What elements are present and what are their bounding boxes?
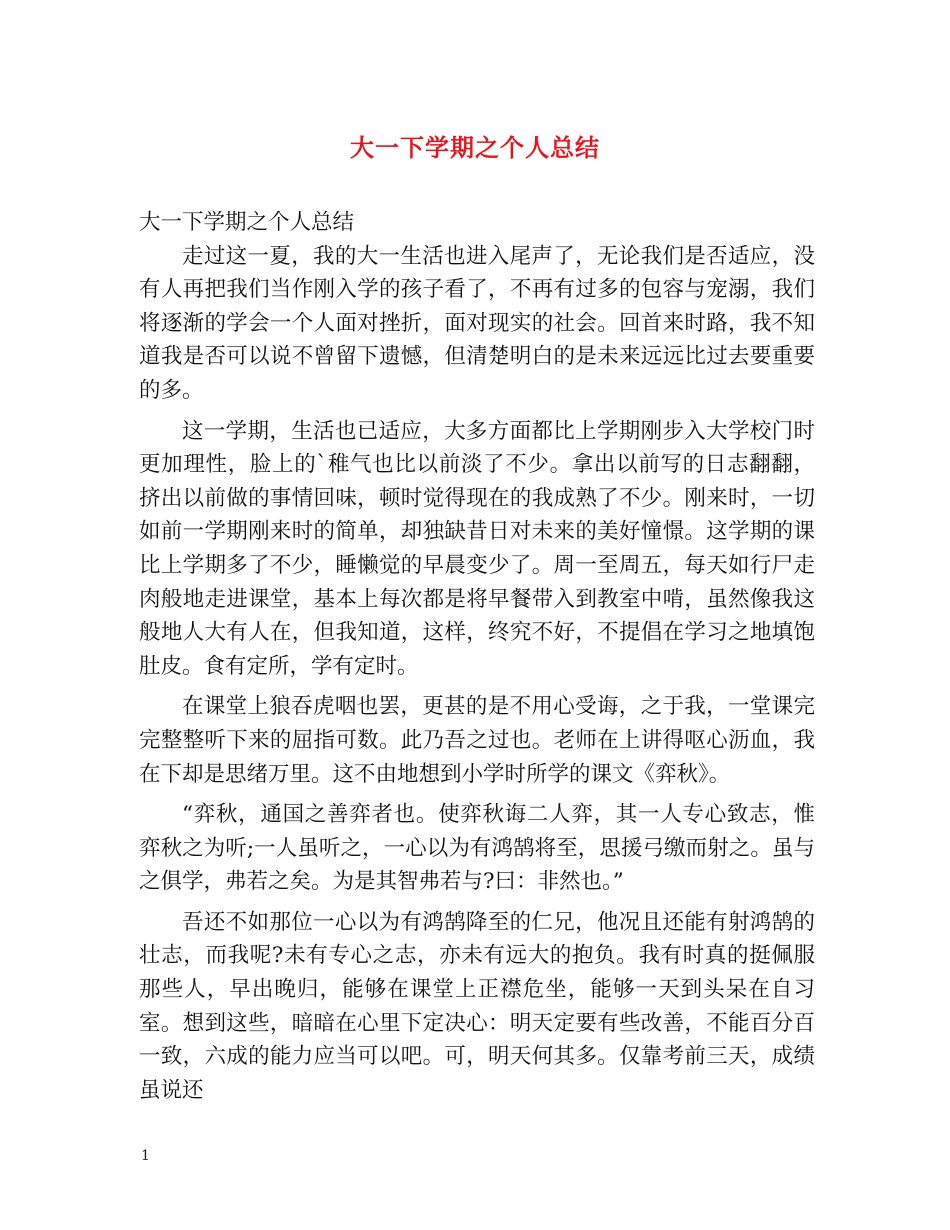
page-number: 1 [141,1148,150,1164]
paragraph-2: 这一学期，生活也已适应，大多方面都比上学期刚步入大学校门时更加理性，脸上的`稚气也比以前淡了不少。拿出以前写的日志翻翻，挤出以前做的事情回味，顿时觉得现在的我成熟了不少。刚来时，一切如前一学期刚来时的简单，却独缺昔日对未来的美好憧憬。这学期的课比上学期多了不少，睡懒觉的早晨变少了。周一至周五，每天如行尸走肉般地走进课堂，基本上每次都是将早餐带入到教室中啃，虽然像我这般地人大有人在，但我知道，这样，终究不好，不提倡在学习之地填饱肚皮。食有定所，学有定时。 [139,418,815,679]
document-subtitle: 大一下学期之个人总结 [139,210,355,235]
paragraph-1: 走过这一夏，我的大一生活也进入尾声了，无论我们是否适应，没有人再把我们当作刚入学的孩子看了，不再有过多的包容与宠溺，我们将逐渐的学会一个人面对挫折，面对现实的社会。回首来时路，我不知道我是否可以说不曾留下遗憾，但清楚明白的是未来远远比过去要重要的多。 [139,243,815,403]
document-body [139,206,815,1107]
document-title: 大一下学期之个人总结 [350,134,600,162]
paragraph-5: 吾还不如那位一心以为有鸿鹄降至的仁兄，他况且还能有射鸿鹄的壮志，而我呢?未有专心之志，亦未有远大的抱负。我有时真的挺佩服那些人，早出晚归，能够在课堂上正襟危坐，能够一天到头呆在自习室。想到这些，暗暗在心里下定决心：明天定要有些改善，不能百分百一致，六成的能力应当可以吧。可，明天何其多。仅靠考前三天，成绩虽说还 [139,909,815,1103]
paragraph-3: 在课堂上狼吞虎咽也罢，更甚的是不用心受诲，之于我，一堂课完完整整听下来的屈指可数。此乃吾之过也。老师在上讲得呕心沥血，我在下却是思绪万里。这不由地想到小学时所学的课文《弈秋》。 [139,694,815,787]
paragraph-4-quote: “弈秋，通国之善弈者也。使弈秋诲二人弈，其一人专心致志，惟弈秋之为听;一人虽听之，一心以为有鸿鹄将至，思援弓缴而射之。虽与之俱学，弗若之矣。为是其智弗若与?曰：非然也。” [139,802,815,895]
